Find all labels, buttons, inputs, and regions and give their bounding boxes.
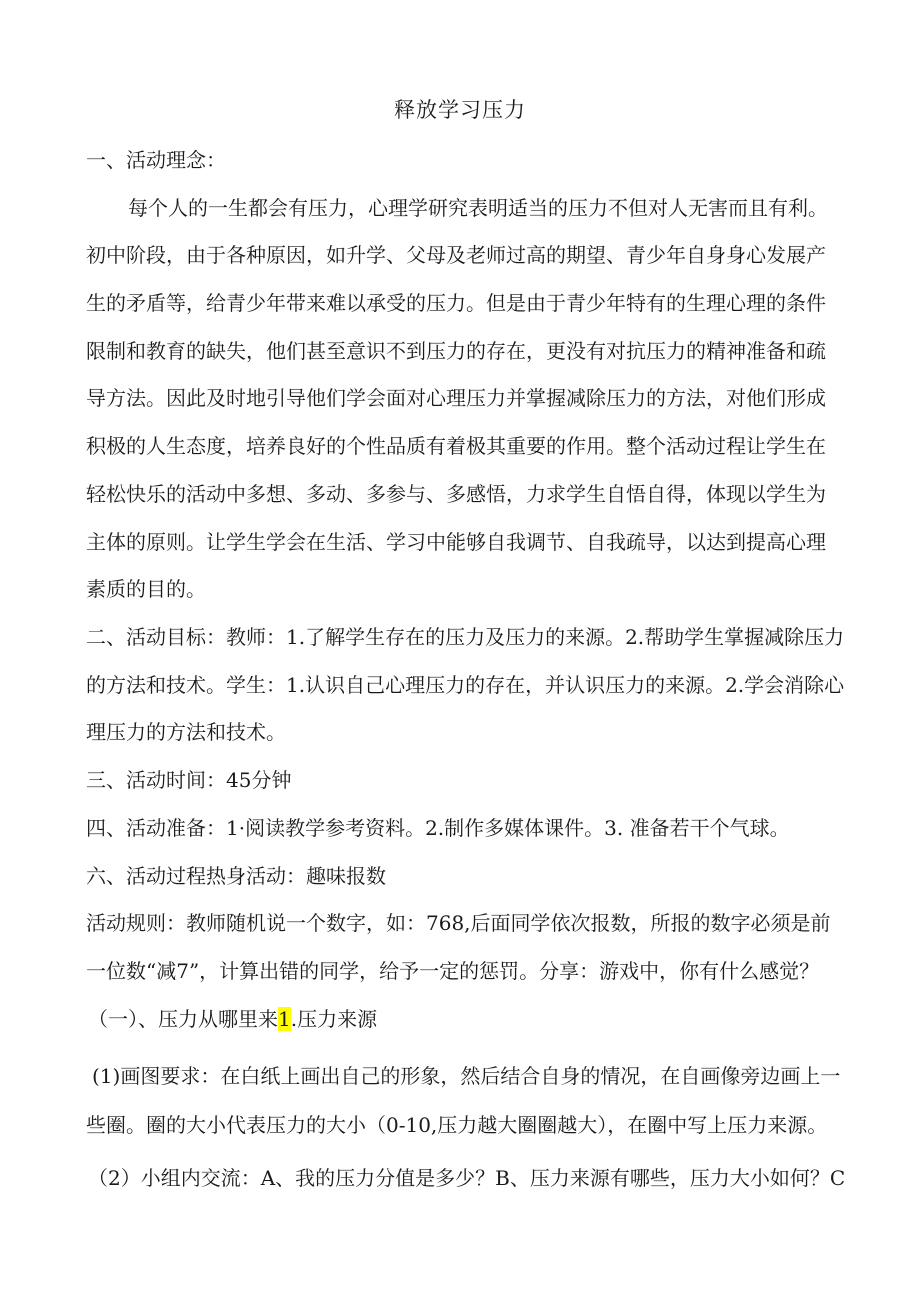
paragraph-line: 主体的原则。让学生学会在生活、学习中能够自我调节、自我疏导，以达到提高心理 xyxy=(86,530,826,554)
paragraph-line: (1)画图要求：在白纸上画出自己的形象，然后结合自身的情况，在自画像旁边画上一 xyxy=(92,1064,841,1088)
paragraph-line: 一位数“减7”，计算出错的同学，给予一定的惩罚。分享：游戏中，你有什么感觉？ xyxy=(86,959,820,983)
paragraph-line: （2）小组内交流：A、我的压力分值是多少？B、压力来源有哪些，压力大小如何？C xyxy=(88,1166,846,1190)
highlighted-number: 1 xyxy=(278,1007,291,1031)
heading-time: 三、活动时间：45分钟 xyxy=(86,768,292,792)
paragraph-line: 理压力的方法和技术。 xyxy=(86,720,286,744)
heading-preparation: 四、活动准备：1·阅读教学参考资料。2.制作多媒体课件。3. 准备若干个气球。 xyxy=(86,816,790,840)
paragraph-line: 积极的人生态度，培养良好的个性品质有着极其重要的作用。整个活动过程让学生在 xyxy=(86,434,826,458)
subheading-text: .压力来源 xyxy=(290,1007,378,1031)
paragraph-line: 导方法。因此及时地引导他们学会面对心理压力并掌握减除压力的方法，对他们形成 xyxy=(86,386,826,410)
paragraph-line: 素质的目的。 xyxy=(86,577,206,601)
paragraph-line: 初中阶段，由于各种原因，如升学、父母及老师过高的期望、青少年自身身心发展产 xyxy=(86,243,826,267)
paragraph-line: 的方法和技术。学生：1.认识自己心理压力的存在，并认识压力的来源。2.学会消除心 xyxy=(86,673,845,697)
paragraph-line: 限制和教育的缺失，他们甚至意识不到压力的存在，更没有对抗压力的精神准备和疏 xyxy=(86,339,826,363)
subheading-stress-source xyxy=(88,1005,848,1033)
heading-process: 六、活动过程热身活动：趣味报数 xyxy=(86,864,386,888)
paragraph-line: 活动规则：教师随机说一个数字，如：768,后面同学依次报数，所报的数字必须是前 xyxy=(86,911,831,935)
heading-concept: 一、活动理念： xyxy=(86,148,226,172)
paragraph-line: 轻松快乐的活动中多想、多动、多参与、多感悟，力求学生自悟自得，体现以学生为 xyxy=(86,482,826,506)
document-title: 释放学习压力 xyxy=(394,98,526,122)
paragraph-line: 些圈。圈的大小代表压力的大小（0-10,压力越大圈圈越大），在圈中写上压力来源。 xyxy=(86,1113,828,1137)
heading-goals: 二、活动目标：教师：1.了解学生存在的压力及压力的来源。2.帮助学生掌握减除压力 xyxy=(86,625,845,649)
paragraph-line: 生的矛盾等，给青少年带来难以承受的压力。但是由于青少年特有的生理心理的条件 xyxy=(86,291,826,315)
subheading-text: （一）、压力从哪里来 xyxy=(88,1007,278,1031)
paragraph-line: 每个人的一生都会有压力，心理学研究表明适当的压力不但对人无害而且有利。 xyxy=(128,196,828,220)
